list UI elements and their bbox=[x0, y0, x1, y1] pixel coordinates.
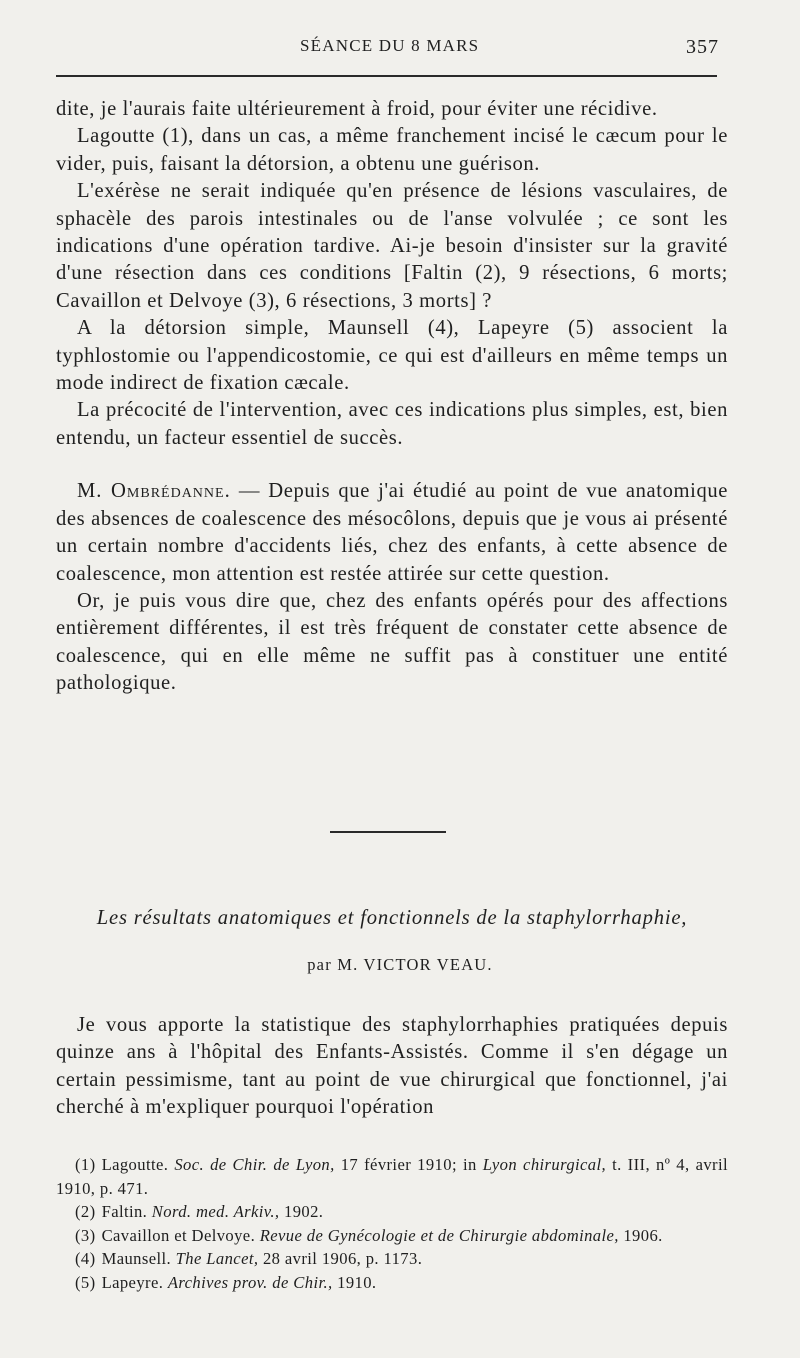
section-divider bbox=[330, 831, 446, 833]
page-header bbox=[0, 36, 800, 60]
footnote-marker: (4) bbox=[75, 1249, 96, 1268]
paragraph: Lagoutte (1), dans un cas, a même franchement incisé le cæcum pour le vider, puis, faisant la détorsion, a obtenu une guérison. bbox=[56, 125, 728, 175]
speaker-name: M. Ombrédanne. bbox=[77, 480, 231, 503]
paragraph: La précocité de l'intervention, avec ces indications plus simples, est, bien entendu, un facteur essentiel de succès. bbox=[56, 399, 728, 449]
footnote-author: Faltin. bbox=[101, 1202, 148, 1221]
footnote bbox=[56, 1200, 728, 1224]
footnote-author: Lapeyre. bbox=[101, 1272, 164, 1292]
footnote-title: Revue de Gynécologie et de Chirurgie abdominale, bbox=[259, 1225, 619, 1245]
footnote-detail: 28 avril 1906, p. 1173. bbox=[258, 1249, 423, 1268]
paragraph: Or, je puis vous dire que, chez des enfants opérés pour des affections entièrement différentes, il est très fréquent de constater cette absence de coalescence, qui en elle même ne suffit pas à constituer une entité pathologique. bbox=[56, 589, 728, 695]
paragraph: A la détorsion simple, Maunsell (4), Lapeyre (5) associent la typhlostomie ou l'appendicostomie, ce qui est d'ailleurs en même temps un mode indirect de fixation cæcale. bbox=[56, 317, 728, 395]
footnote-detail-secondary: t. III, nº 4, avril 1910, p. 471. bbox=[56, 1155, 728, 1198]
article-intro: Je vous apporte la statistique des staphylorrhaphies pratiquées depuis quinze ans à l'hôpital des Enfants-Assistés. Comme il s'en dégage un certain pessimisme, tant au point de vue chirurgical que fonctionnel, j'ai cherché à m'expliquer pourquoi l'opération bbox=[56, 1014, 728, 1119]
footnotes bbox=[56, 1153, 728, 1294]
page-number: 357 bbox=[686, 36, 719, 58]
footnote bbox=[56, 1271, 728, 1295]
footnote-title: Soc. de Chir. de Lyon, bbox=[174, 1155, 335, 1174]
paragraph: L'exérèse ne serait indiquée qu'en présence de lésions vasculaires, de sphacèle des parois intestinales ou de l'anse volvulée ; ce sont les indications d'une opération tardive. Ai-je besoin d'insister sur la gravité d'une résection dans ces conditions [Faltin (2), 9 résections, 6 morts; Cavaillon et Delvoye (3), 6 résections, 3 morts] ? bbox=[56, 180, 728, 312]
footnote-title-secondary: Lyon chirurgical, bbox=[482, 1155, 607, 1174]
footnote-title: Nord. med. Arkiv., bbox=[151, 1202, 280, 1221]
footnote-detail: 17 février 1910; in bbox=[334, 1155, 483, 1174]
speaker-text: — Depuis que j'ai étudié au point de vue anatomique des absences de coalescence des mésocôlons, depuis que je vous ai présenté un certain nombre d'accidents liés, chez des enfants, à cette absence de coalescence, mon attention est restée attirée sur cette question. bbox=[56, 480, 728, 585]
footnote bbox=[56, 1247, 728, 1271]
footnote-detail: 1910. bbox=[332, 1272, 377, 1292]
footnote-marker: (1) bbox=[75, 1155, 96, 1174]
footnote-title: Archives prov. de Chir., bbox=[167, 1272, 333, 1292]
footnote-marker: (2) bbox=[75, 1202, 96, 1221]
footnote bbox=[56, 1224, 728, 1248]
paragraph: dite, je l'aurais faite ultérieurement à froid, pour éviter une récidive. bbox=[56, 98, 658, 120]
body-text bbox=[56, 96, 728, 698]
footnote-detail: 1906. bbox=[618, 1225, 663, 1245]
footnote-author: Lagoutte. bbox=[101, 1155, 169, 1174]
footnote-title: The Lancet, bbox=[175, 1249, 259, 1268]
speaker-paragraph bbox=[56, 478, 728, 588]
footnote bbox=[56, 1153, 728, 1200]
footnote-author: Maunsell. bbox=[101, 1249, 172, 1268]
footnote-marker: (3) bbox=[75, 1225, 96, 1245]
footnote-marker: (5) bbox=[75, 1272, 96, 1292]
header-rule bbox=[56, 75, 717, 77]
article-byline: par M. VICTOR VEAU. bbox=[307, 955, 493, 974]
running-title: SÉANCE DU 8 MARS bbox=[300, 36, 480, 55]
footnote-author: Cavaillon et Delvoye. bbox=[101, 1225, 256, 1245]
footnote-detail: 1902. bbox=[279, 1202, 324, 1221]
article-title: Les résultats anatomiques et fonctionnels de la staphylorrhaphie, bbox=[96, 907, 688, 929]
